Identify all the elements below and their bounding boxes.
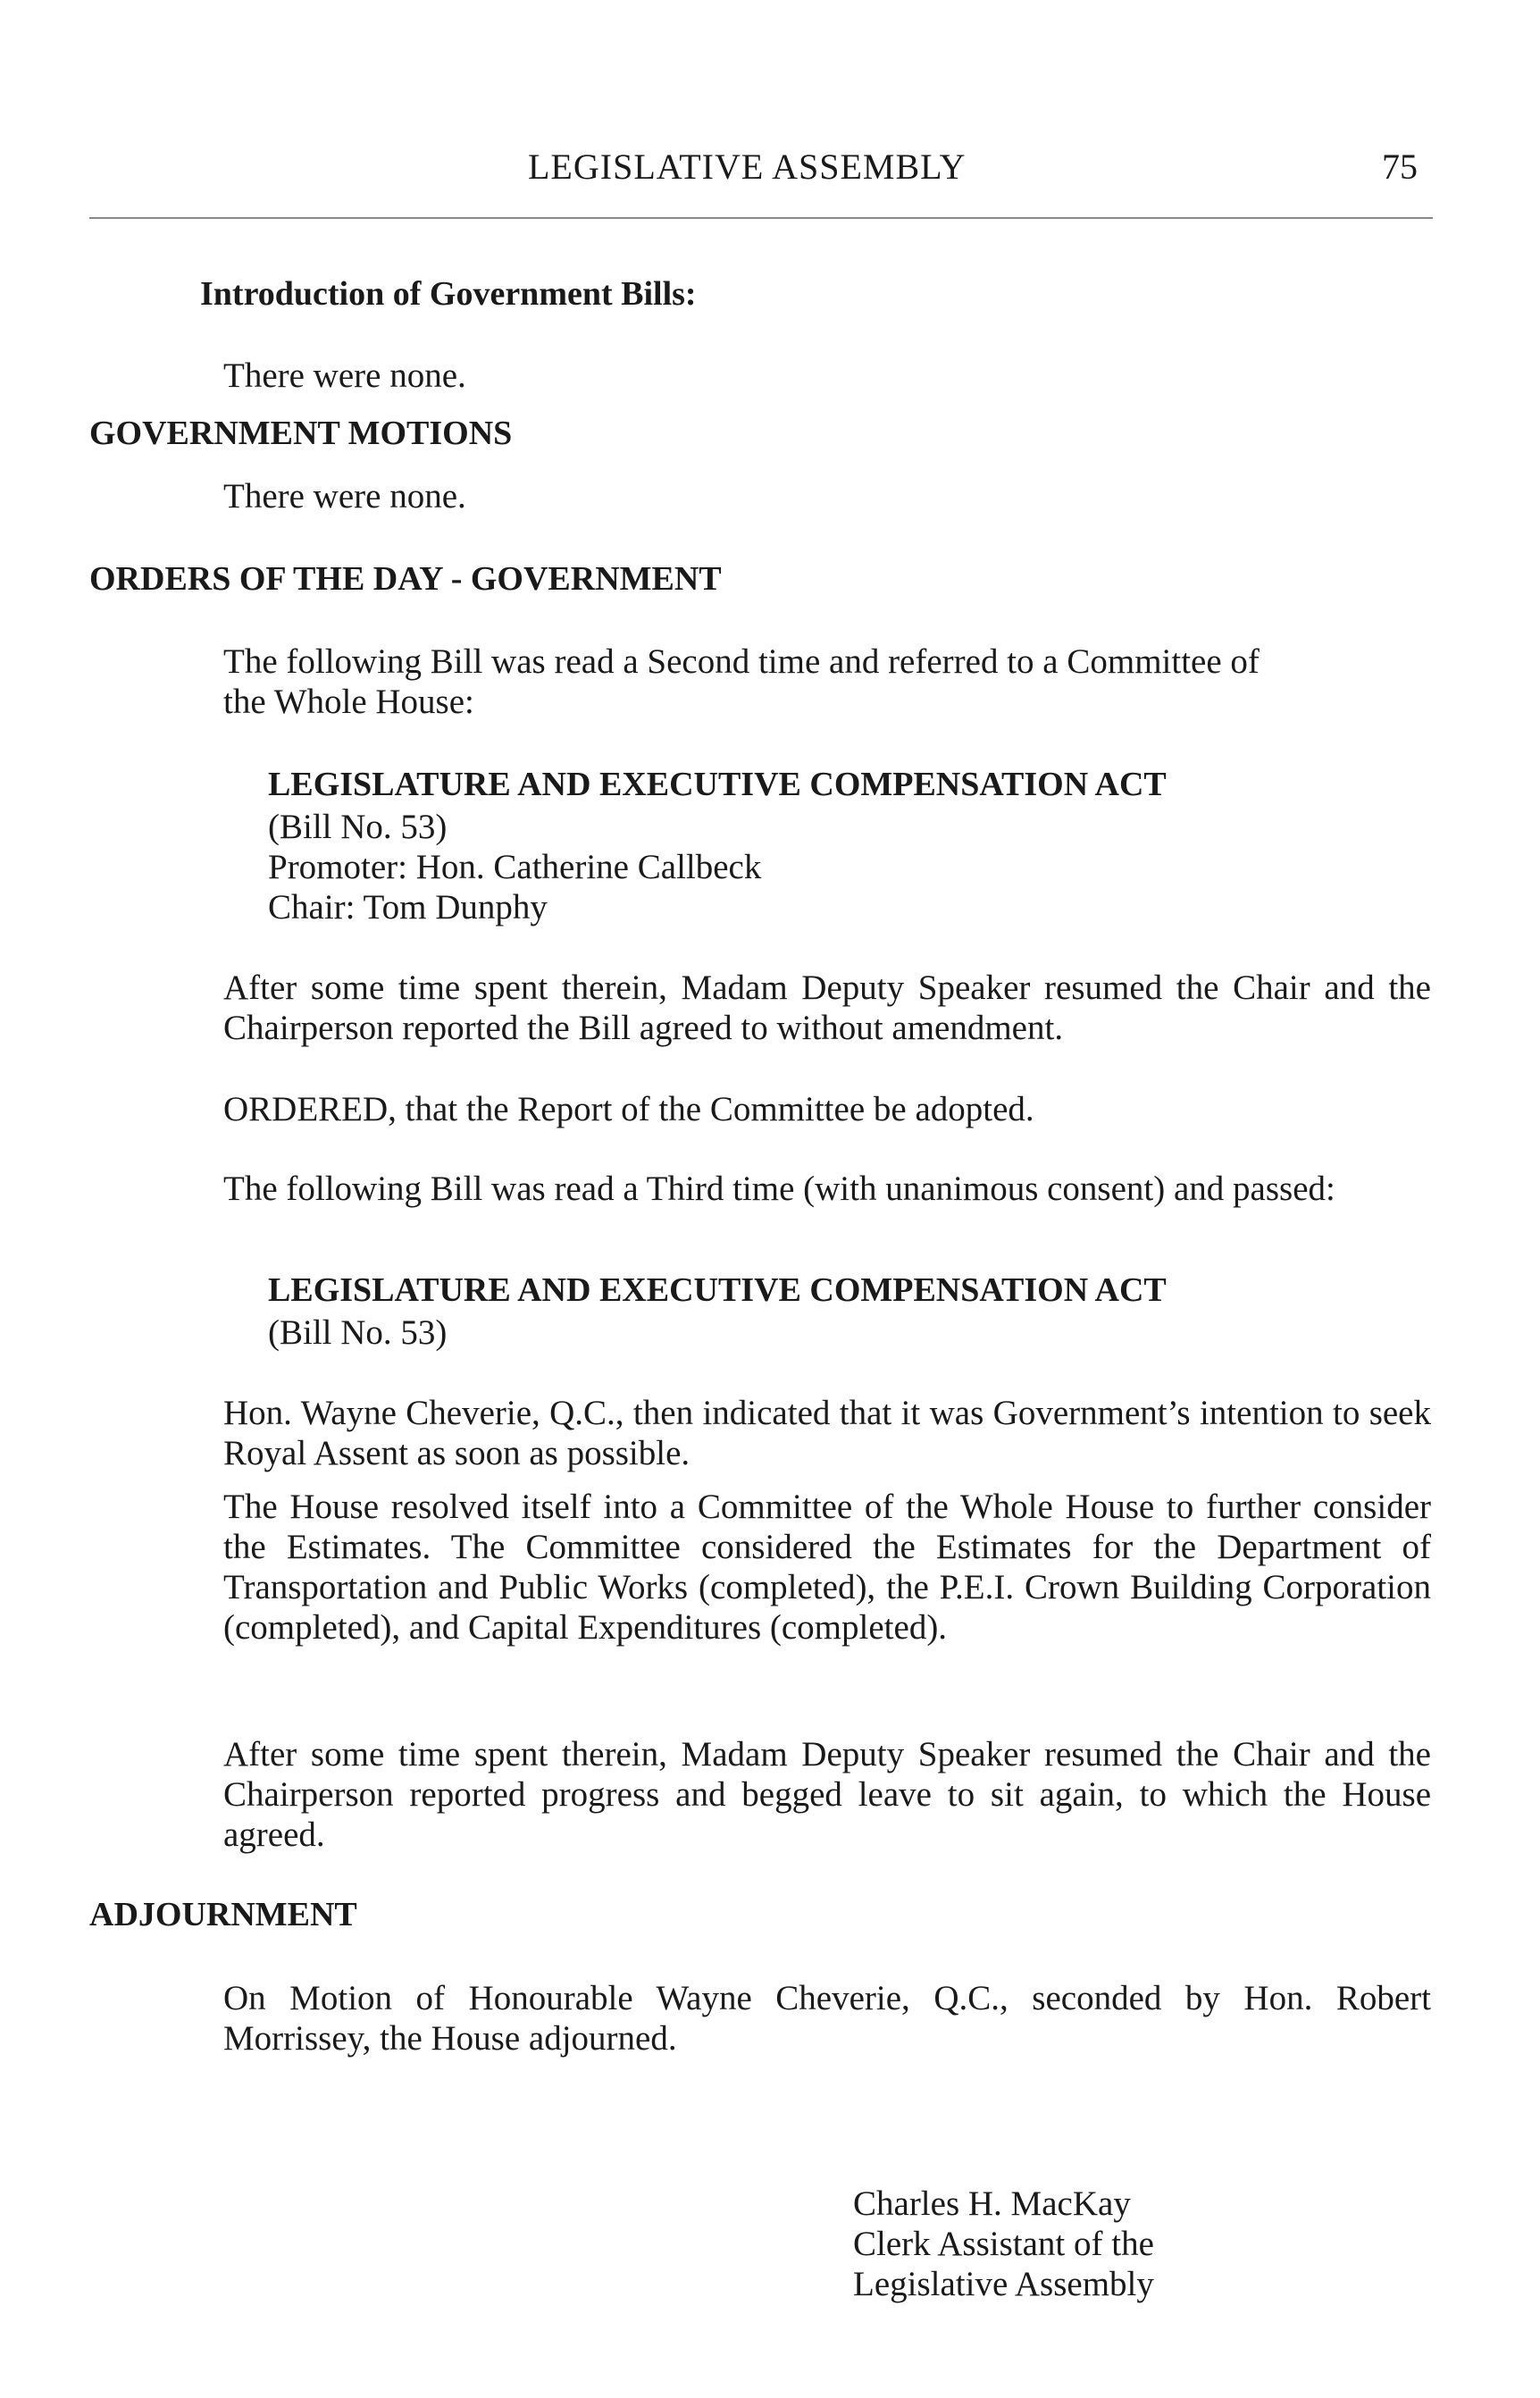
bill1-chair: Chair: Tom Dunphy: [268, 888, 548, 926]
orders-para1-line1: The following Bill was read a Second time and referred to a Committee of: [223, 642, 1260, 681]
orders-para7: After some time spent therein, Madam Deputy Speaker resumed the Chair and the Chairperson reported progress and begged leave to sit again, to which the House agreed.: [223, 1735, 1431, 1854]
header-rule: [89, 217, 1433, 219]
running-header-title: LEGISLATIVE ASSEMBLY: [528, 147, 967, 187]
bill1-title: LEGISLATURE AND EXECUTIVE COMPENSATION ACT: [268, 766, 1167, 803]
signature-title-line2: Legislative Assembly: [853, 2265, 1154, 2303]
bill2-number: (Bill No. 53): [268, 1313, 448, 1352]
adjournment-heading: ADJOURNMENT: [89, 1896, 357, 1933]
signature-name: Charles H. MacKay: [853, 2184, 1131, 2223]
gov-motions-text: There were none.: [223, 477, 466, 516]
adjournment-text: On Motion of Honourable Wayne Cheverie, Q.C., seconded by Hon. Robert Morrissey, the House adjourned.: [223, 1979, 1431, 2058]
orders-heading: ORDERS OF THE DAY - GOVERNMENT: [89, 560, 722, 598]
orders-para1-line2: the Whole House:: [223, 683, 474, 721]
orders-para3: ORDERED, that the Report of the Committee be adopted.: [223, 1090, 1034, 1128]
orders-para5: Hon. Wayne Cheverie, Q.C., then indicated that it was Government’s intention to seek Royal Assent as soon as possible.: [223, 1394, 1431, 1472]
bill1-number: (Bill No. 53): [268, 808, 448, 846]
bill1-promoter: Promoter: Hon. Catherine Callbeck: [268, 848, 762, 886]
signature-title-line1: Clerk Assistant of the: [853, 2225, 1154, 2263]
orders-para2: After some time spent therein, Madam Deputy Speaker resumed the Chair and the Chairperson reported the Bill agreed to without amendment.: [223, 968, 1431, 1047]
page-number: 75: [1382, 147, 1418, 187]
intro-bills-text: There were none.: [223, 356, 466, 395]
gov-motions-heading: GOVERNMENT MOTIONS: [89, 415, 513, 452]
orders-para4: The following Bill was read a Third time (with unanimous consent) and passed:: [223, 1170, 1335, 1208]
bill2-title: LEGISLATURE AND EXECUTIVE COMPENSATION ACT: [268, 1271, 1167, 1309]
orders-para6: The House resolved itself into a Committee of the Whole House to further consider the Estimates. The Committee considered the Estimates for the Department of Transportation and Public Works (completed), the P.E.I. Crown Building Corporation (completed), and Capital Expenditures (completed).: [223, 1488, 1431, 1647]
intro-bills-heading: Introduction of Government Bills:: [200, 275, 697, 313]
